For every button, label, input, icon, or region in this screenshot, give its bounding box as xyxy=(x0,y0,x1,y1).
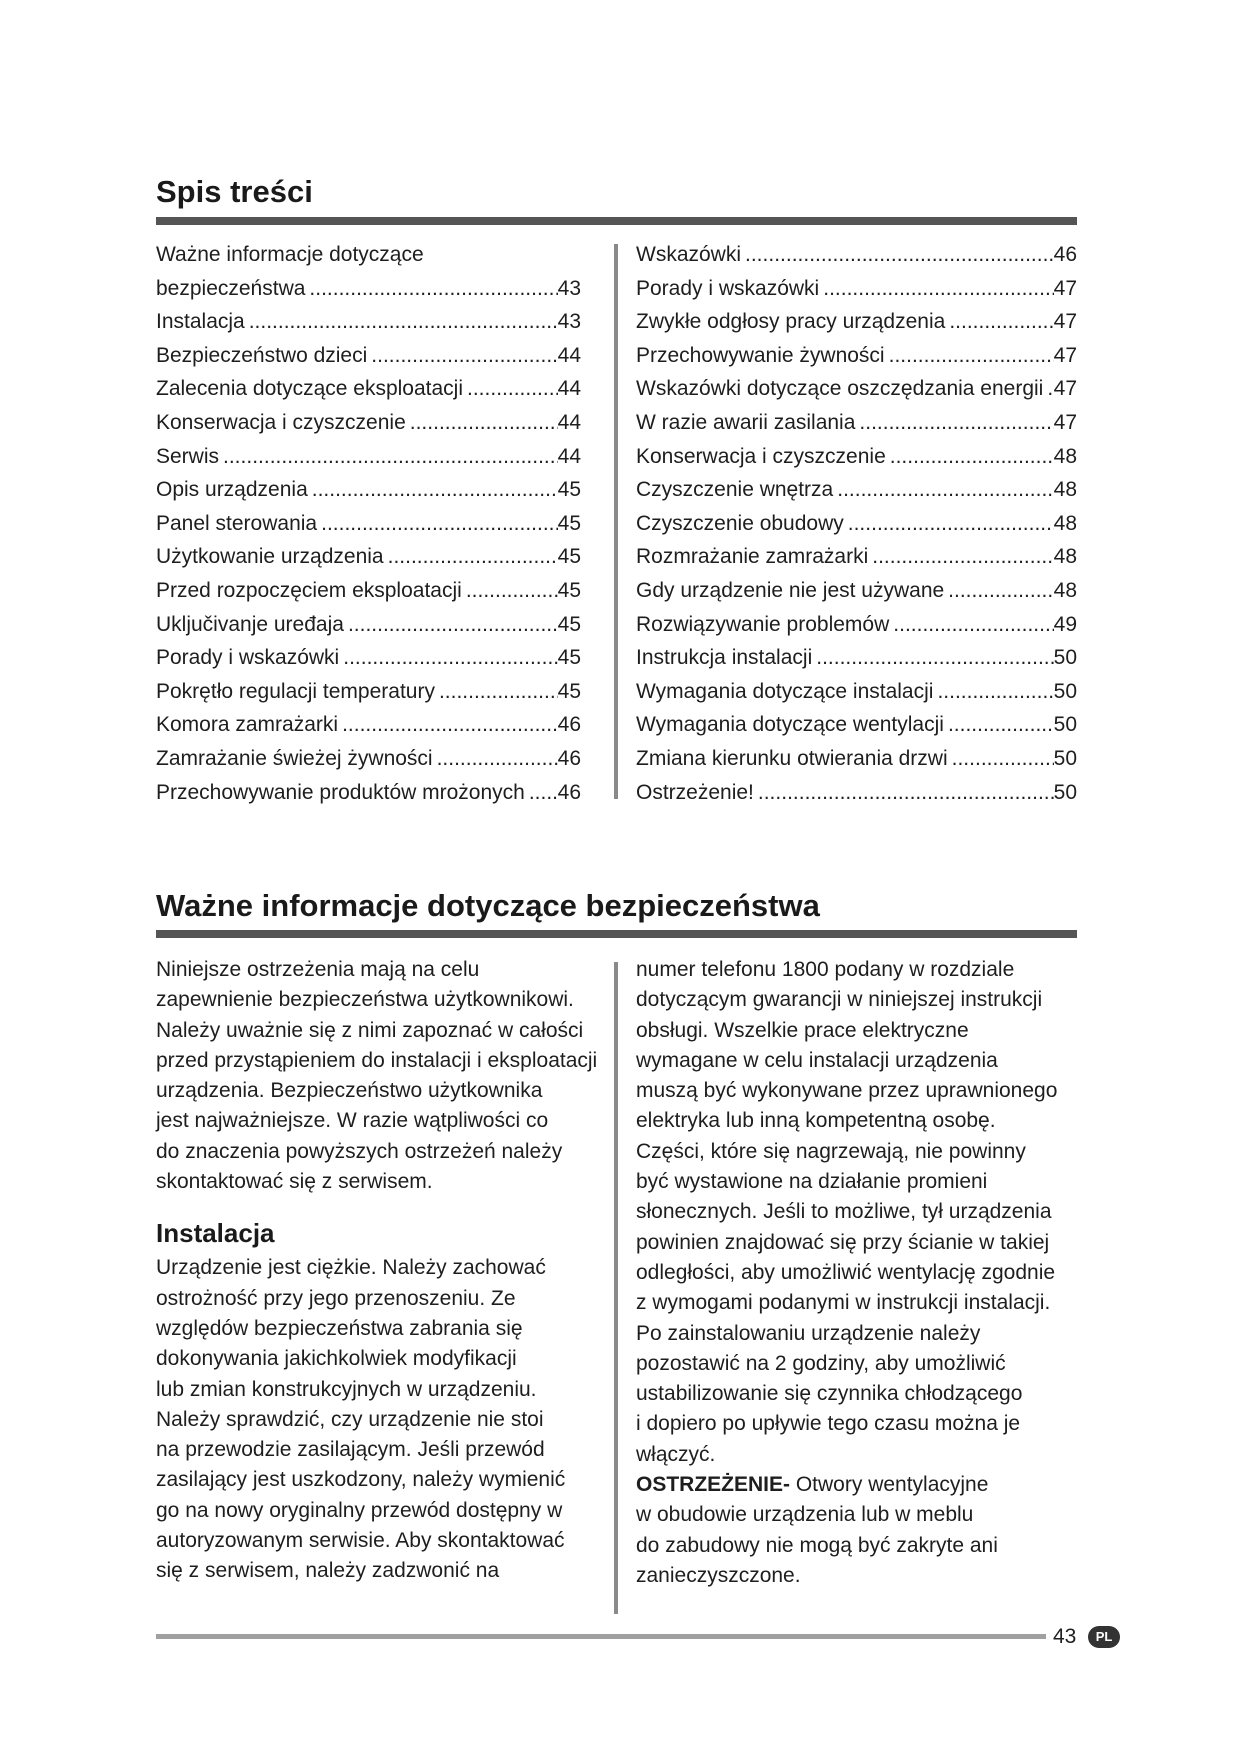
text-line: autoryzowanym serwisie. Aby skontaktować xyxy=(156,1529,565,1553)
text-line: Należy uważnie się z nimi zapoznać w całości xyxy=(156,1018,584,1042)
toc-leader-dots xyxy=(823,272,1053,306)
toc-entry-page: 46 xyxy=(557,746,581,770)
toc-entry-page: 50 xyxy=(1053,646,1077,670)
toc-right-column xyxy=(636,238,1077,809)
text-line: jest najważniejsze. W razie wątpliwości co xyxy=(156,1109,549,1133)
toc-leader-dots xyxy=(439,675,558,709)
toc-entry xyxy=(636,742,1077,776)
footer-rule xyxy=(156,1634,1046,1639)
toc-leader-dots xyxy=(889,339,1054,373)
toc-entry-title: Rozwiązywanie problemów xyxy=(636,612,890,636)
intro-paragraph xyxy=(156,955,616,1197)
toc-leader-dots xyxy=(893,608,1053,642)
text-line: elektryka lub inną kompetentną osobę. xyxy=(636,1109,996,1133)
text-line: zapewnienie bezpieczeństwa użytkownikowi. xyxy=(156,988,574,1012)
toc-leader-dots xyxy=(321,507,558,541)
toc-entry-page: 43 xyxy=(557,276,581,300)
toc-entry xyxy=(636,507,1077,541)
text-line: pozostawić na 2 godziny, aby umożliwić xyxy=(636,1351,1006,1375)
toc-leader-dots xyxy=(837,473,1053,507)
toc-entry xyxy=(156,507,581,541)
toc-entry xyxy=(636,238,1077,272)
warning-label: OSTRZEŻENIE- xyxy=(636,1473,791,1497)
toc-entry xyxy=(156,540,581,574)
toc-entry-title: Porady i wskazówki xyxy=(636,276,820,300)
toc-entry-page: 44 xyxy=(557,343,581,367)
toc-entry-title: Instrukcja instalacji xyxy=(636,646,813,670)
toc-entry-page: 45 xyxy=(557,578,581,602)
text-line: do zabudowy nie mogą być zakryte ani xyxy=(636,1533,998,1557)
safety-rule xyxy=(156,930,1077,938)
text-line: na przewodzie zasilającym. Jeśli przewód xyxy=(156,1438,545,1462)
page-number: 43 xyxy=(1053,1625,1077,1648)
toc-entry-page: 48 xyxy=(1053,478,1077,502)
toc-entry-title: Zamrażanie świeżej żywności xyxy=(156,746,433,770)
toc-entry-page: 47 xyxy=(1053,343,1077,367)
toc-entry-page: 48 xyxy=(1053,444,1077,468)
toc-entry-page: 45 xyxy=(557,511,581,535)
toc-entry-title: Pokrętło regulacji temperatury xyxy=(156,679,435,703)
text-line: z wymogami podanymi w instrukcji instalacji. xyxy=(636,1291,1051,1315)
text-line: numer telefonu 1800 podany w rozdziale xyxy=(636,958,1015,981)
toc-leader-dots xyxy=(467,372,558,406)
text-line: i dopiero po upływie tego czasu można je xyxy=(636,1412,1021,1436)
toc-entry-page: 50 xyxy=(1053,780,1077,804)
toc-rule xyxy=(156,217,1077,225)
toc-leader-dots xyxy=(388,540,558,574)
text-line: względów bezpieczeństwa zabrania się xyxy=(156,1316,523,1340)
toc-entry-page: 48 xyxy=(1053,578,1077,602)
text-line: go na nowy oryginalny przewód dostępny w xyxy=(156,1498,563,1522)
toc-entry-page: 47 xyxy=(1053,310,1077,334)
toc-entry xyxy=(636,608,1077,642)
safety-left-column xyxy=(156,955,616,1587)
toc-entry xyxy=(636,372,1077,406)
text-line: dokonywania jakichkolwiek modyfikacji xyxy=(156,1347,517,1371)
text-line: Części, które się nagrzewają, nie powinny xyxy=(636,1139,1026,1163)
text-line: powinien znajdować się przy ścianie w takiej xyxy=(636,1230,1050,1254)
text-line: Niniejsze ostrzeżenia mają na celu xyxy=(156,958,480,981)
toc-leader-dots xyxy=(249,305,558,339)
toc-entry xyxy=(156,742,581,776)
toc-leader-dots xyxy=(466,574,558,608)
toc-entry xyxy=(156,608,581,642)
toc-entry-page: 45 xyxy=(557,679,581,703)
toc-entry-title: Instalacja xyxy=(156,310,245,334)
toc-leader-dots xyxy=(937,675,1053,709)
toc-entry-page: 48 xyxy=(1053,511,1077,535)
toc-leader-dots xyxy=(948,708,1054,742)
toc-entry-title: Opis urządzenia xyxy=(156,478,308,502)
toc-entry-page: 45 xyxy=(557,478,581,502)
toc-entry-page: 50 xyxy=(1053,746,1077,770)
toc-entry-page: 46 xyxy=(557,780,581,804)
toc-leader-dots xyxy=(816,641,1053,675)
toc-leader-dots xyxy=(952,742,1054,776)
text-line: zanieczyszczone. xyxy=(636,1563,801,1587)
right-paragraph xyxy=(636,955,1077,1470)
install-heading: Instalacja xyxy=(156,1218,275,1249)
toc-entry-page: 47 xyxy=(1053,410,1077,434)
warning-paragraph xyxy=(636,1500,1077,1591)
toc-entry-page: 45 xyxy=(557,646,581,670)
toc-leader-dots xyxy=(437,742,558,776)
toc-entry-title: Ważne informacje dotyczące xyxy=(156,243,424,266)
toc-entry xyxy=(156,708,581,742)
toc-entry-page: 44 xyxy=(557,410,581,434)
toc-entry xyxy=(156,272,581,306)
text-line: się z serwisem, należy zadzwonić na xyxy=(156,1559,500,1583)
toc-leader-dots xyxy=(848,507,1054,541)
toc-entry xyxy=(636,305,1077,339)
toc-entry xyxy=(636,641,1077,675)
toc-entry-title: Bezpieczeństwo dzieci xyxy=(156,343,368,367)
toc-leader-dots xyxy=(343,641,557,675)
toc-leader-dots xyxy=(859,406,1053,440)
toc-entry xyxy=(636,272,1077,306)
text-line: przed przystąpieniem do instalacji i eksploatacji xyxy=(156,1048,598,1072)
toc-entry-title: Komora zamrażarki xyxy=(156,713,339,737)
warning-text: Otwory wentylacyjne xyxy=(790,1473,989,1497)
toc-entry xyxy=(156,675,581,709)
text-line: Urządzenie jest ciężkie. Należy zachować xyxy=(156,1256,546,1280)
toc-entry-page: 47 xyxy=(1053,276,1077,300)
toc-entry xyxy=(636,540,1077,574)
text-line: Należy sprawdzić, czy urządzenie nie stoi xyxy=(156,1407,544,1431)
toc-entry-page: 44 xyxy=(557,377,581,401)
toc-leader-dots xyxy=(342,708,558,742)
toc-leader-dots xyxy=(872,540,1053,574)
toc-entry xyxy=(156,776,581,810)
safety-heading: Ważne informacje dotyczące bezpieczeństwa xyxy=(156,888,820,923)
toc-entry-page: 46 xyxy=(1053,243,1077,266)
toc-entry-title: Przechowywanie produktów mrożonych xyxy=(156,780,525,804)
column-divider-2 xyxy=(614,962,618,1614)
text-line: w obudowie urządzenia lub w meblu xyxy=(636,1503,974,1527)
toc-entry-title: Rozmrażanie zamrażarki xyxy=(636,545,869,569)
toc-entry xyxy=(156,339,581,373)
text-line: skontaktować się z serwisem. xyxy=(156,1170,433,1194)
toc-entry xyxy=(156,305,581,339)
toc-entry xyxy=(636,339,1077,373)
toc-entry-title: Konserwacja i czyszczenie xyxy=(636,444,886,468)
toc-entry xyxy=(636,440,1077,474)
text-line: Po zainstalowaniu urządzenie należy xyxy=(636,1321,981,1345)
toc-entry xyxy=(156,641,581,675)
toc-entry xyxy=(636,473,1077,507)
toc-entry xyxy=(156,372,581,406)
toc-entry-page: 50 xyxy=(1053,679,1077,703)
toc-entry-title: Porady i wskazówki xyxy=(156,646,340,670)
toc-entry-title: Uključivanje uređaja xyxy=(156,612,344,636)
toc-heading: Spis treści xyxy=(156,174,313,209)
toc-entry-title: Zmiana kierunku otwierania drzwi xyxy=(636,746,948,770)
toc-entry-title: Wskazówki dotyczące oszczędzania energii xyxy=(636,377,1044,401)
text-line: słonecznych. Jeśli to możliwe, tył urządzenia xyxy=(636,1200,1052,1224)
toc-entry xyxy=(156,440,581,474)
toc-entry-page: 45 xyxy=(557,545,581,569)
toc-entry xyxy=(636,675,1077,709)
toc-entry-title: Serwis xyxy=(156,444,220,468)
text-line: ustabilizowanie się czynnika chłodzącego xyxy=(636,1382,1023,1406)
toc-entry-title: Ostrzeżenie! xyxy=(636,780,754,804)
text-line: urządzenia. Bezpieczeństwo użytkownika xyxy=(156,1079,543,1103)
toc-leader-dots xyxy=(949,305,1053,339)
toc-entry-title: Wymagania dotyczące wentylacji xyxy=(636,713,944,737)
toc-entry xyxy=(156,473,581,507)
toc-leader-dots xyxy=(758,776,1054,810)
toc-leader-dots xyxy=(529,776,558,810)
safety-right-column xyxy=(636,955,1077,1591)
toc-left-column xyxy=(156,238,581,809)
toc-entry-page: 46 xyxy=(557,713,581,737)
toc-entry xyxy=(156,406,581,440)
install-paragraph xyxy=(156,1253,616,1586)
text-line: obsługi. Wszelkie prace elektryczne xyxy=(636,1018,969,1042)
toc-entry-title: Zalecenia dotyczące eksploatacji xyxy=(156,377,464,401)
toc-leader-dots xyxy=(948,574,1053,608)
toc-entry-page: 50 xyxy=(1053,713,1077,737)
toc-leader-dots xyxy=(371,339,557,373)
toc-leader-dots xyxy=(309,272,557,306)
toc-entry-title: Panel sterowania xyxy=(156,511,318,535)
text-line: zasilający jest uszkodzony, należy wymienić xyxy=(156,1468,566,1492)
toc-leader-dots xyxy=(410,406,558,440)
toc-entry-title: Gdy urządzenie nie jest używane xyxy=(636,578,945,602)
toc-entry-title: W razie awarii zasilania xyxy=(636,410,856,434)
toc-entry-page: 44 xyxy=(557,444,581,468)
text-line: muszą być wykonywane przez uprawnionego xyxy=(636,1079,1058,1103)
toc-entry-page: 48 xyxy=(1053,545,1077,569)
text-line: lub zmian konstrukcyjnych w urządzeniu. xyxy=(156,1377,537,1401)
toc-entry-page: 45 xyxy=(557,612,581,636)
column-divider xyxy=(614,244,618,799)
toc-entry-title: Czyszczenie wnętrza xyxy=(636,478,834,502)
toc-entry xyxy=(636,406,1077,440)
toc-entry-title: bezpieczeństwa xyxy=(156,276,306,300)
toc-entry-page: 47 xyxy=(1053,377,1077,401)
text-line: włączyć. xyxy=(636,1442,716,1466)
language-badge: PL xyxy=(1088,1626,1120,1648)
text-line: odległości, aby umożliwić wentylację zgodnie xyxy=(636,1260,1056,1284)
toc-entry-title: Wymagania dotyczące instalacji xyxy=(636,679,934,703)
text-line: do znaczenia powyższych ostrzeżeń należy xyxy=(156,1139,563,1163)
toc-entry-title: Zwykłe odgłosy pracy urządzenia xyxy=(636,310,946,334)
toc-entry-title: Czyszczenie obudowy xyxy=(636,511,844,535)
toc-leader-dots xyxy=(348,608,558,642)
toc-entry-title: Użytkowanie urządzenia xyxy=(156,545,384,569)
warning-line xyxy=(636,1470,1077,1500)
text-line: wymagane w celu instalacji urządzenia xyxy=(636,1048,998,1072)
toc-entry xyxy=(156,574,581,608)
text-line: być wystawione na działanie promieni xyxy=(636,1170,988,1194)
toc-entry-title: Przechowywanie żywności xyxy=(636,343,885,367)
toc-leader-dots xyxy=(223,440,558,474)
toc-leader-dots xyxy=(312,473,558,507)
text-line: ostrożność przy jego przenoszeniu. Ze xyxy=(156,1286,516,1310)
toc-entry-title: Konserwacja i czyszczenie xyxy=(156,410,406,434)
toc-entry-title: Wskazówki xyxy=(636,243,742,266)
toc-leader-dots xyxy=(890,440,1054,474)
toc-entry-page: 43 xyxy=(557,310,581,334)
toc-entry xyxy=(636,708,1077,742)
toc-entry xyxy=(636,776,1077,810)
toc-entry-title: Przed rozpoczęciem eksploatacji xyxy=(156,578,462,602)
text-line: dotyczącym gwarancji w niniejszej instrukcji xyxy=(636,988,1043,1012)
toc-entry xyxy=(636,574,1077,608)
toc-entry-page: 49 xyxy=(1053,612,1077,636)
toc-leader-dots xyxy=(745,238,1054,272)
